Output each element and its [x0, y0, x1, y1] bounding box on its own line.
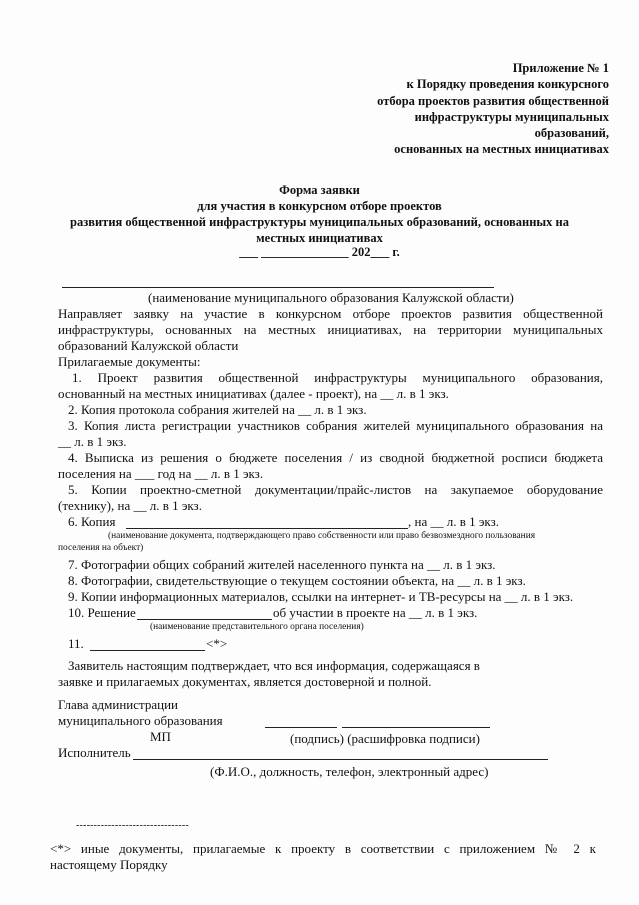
footnote-line: настоящему Порядку	[50, 857, 168, 872]
header-line: образований,	[534, 126, 609, 140]
title-line: местных инициативах	[256, 231, 383, 245]
title-line: Форма заявки	[279, 183, 360, 197]
list-item: основанный на местных инициативах (далее - проект), на __ л. в 1 экз.	[58, 386, 449, 401]
header-line: основанных на местных инициативах	[394, 142, 609, 156]
attachments-heading: Прилагаемые документы:	[58, 354, 201, 369]
title-line: развития общественной инфраструктуры муниципальных образований, основанных на	[70, 215, 569, 229]
executor-caption: (Ф.И.О., должность, телефон, электронный адрес)	[210, 764, 489, 779]
council-name-field[interactable]	[137, 619, 272, 620]
list-item: 10. Решение	[68, 605, 136, 620]
list-item: 1. Проект развития общественной инфраструктуры муниципального образования,	[72, 370, 603, 385]
head-title-line: муниципального образования	[58, 713, 223, 728]
confirmation-line: заявке и прилагаемых документах, является достоверной и полной.	[58, 674, 432, 689]
date-line: ___ ______________ 202___ г.	[239, 245, 400, 259]
municipality-name-field[interactable]	[62, 287, 494, 288]
other-document-field[interactable]	[90, 650, 205, 651]
body-line: образований Калужской области	[58, 338, 239, 353]
list-item: 9. Копии информационных материалов, ссылки на интернет- и ТВ-ресурсы на __ л. в 1 экз.	[68, 589, 574, 604]
signature-caption: (подпись) (расшифровка подписи)	[290, 731, 480, 746]
signature-field[interactable]	[265, 727, 337, 728]
confirmation-line: Заявитель настоящим подтверждает, что вся информация, содержащаяся в	[68, 658, 480, 673]
list-item: (технику), на __ л. в 1 экз.	[58, 498, 202, 513]
list-item: __ л. в 1 экз.	[58, 434, 127, 449]
list-item: 11.	[68, 636, 84, 651]
body-line: Направляет заявку на участие в конкурсном отборе проектов развития общественной	[58, 306, 603, 321]
footnote-line: <*> иные документы, прилагаемые к проекту в соответствии с приложением № 2 к	[50, 841, 596, 856]
list-item: 2. Копия протокола собрания жителей на __ л. в 1 экз.	[68, 402, 367, 417]
list-item: 4. Выписка из решения о бюджете поселения / из сводной бюджетной росписи бюджета	[68, 450, 603, 465]
list-item: об участии в проекте на __ л. в 1 экз.	[273, 605, 478, 620]
list-item: 6. Копия	[68, 514, 116, 529]
header-line: инфраструктуры муниципальных	[414, 110, 609, 124]
field-caption: поселения на объект)	[58, 543, 144, 553]
header-line: к Порядку проведения конкурсного	[406, 77, 609, 91]
title-line: для участия в конкурсном отборе проектов	[197, 199, 442, 213]
footnote-separator: --------------------------------	[76, 820, 189, 831]
header-line: отбора проектов развития общественной	[377, 94, 609, 108]
field-caption: (наименование документа, подтверждающего право собственности или право безвозмездного пользования	[108, 531, 536, 541]
list-item: 5. Копии проектно-сметной документации/прайс-листов на закупаемое оборудование	[68, 482, 603, 497]
document-name-field[interactable]	[126, 528, 408, 529]
list-item: 3. Копия листа регистрации участников собрания жителей муниципального образования на	[68, 418, 603, 433]
list-item: 7. Фотографии общих собраний жителей населенного пункта на __ л. в 1 экз.	[68, 557, 496, 572]
municipality-caption: (наименование муниципального образования Калужской области)	[148, 290, 514, 305]
signature-transcript-field[interactable]	[342, 727, 490, 728]
executor-field[interactable]	[133, 759, 548, 760]
head-title-line: Глава администрации	[58, 697, 179, 712]
executor-label: Исполнитель	[58, 745, 131, 760]
header-line: Приложение № 1	[512, 61, 609, 75]
stamp-label: МП	[150, 729, 171, 744]
field-caption: (наименование представительного органа поселения)	[150, 622, 364, 632]
body-line: инфраструктуры, основанных на местных инициативах, на территории муниципальных	[58, 322, 603, 337]
list-item: 8. Фотографии, свидетельствующие о текущем состоянии объекта, на __ л. в 1 экз.	[68, 573, 526, 588]
list-item: , на __ л. в 1 экз.	[408, 514, 499, 529]
list-item: поселения на ___ год на __ л. в 1 экз.	[58, 466, 264, 481]
list-item: <*>	[206, 636, 228, 651]
